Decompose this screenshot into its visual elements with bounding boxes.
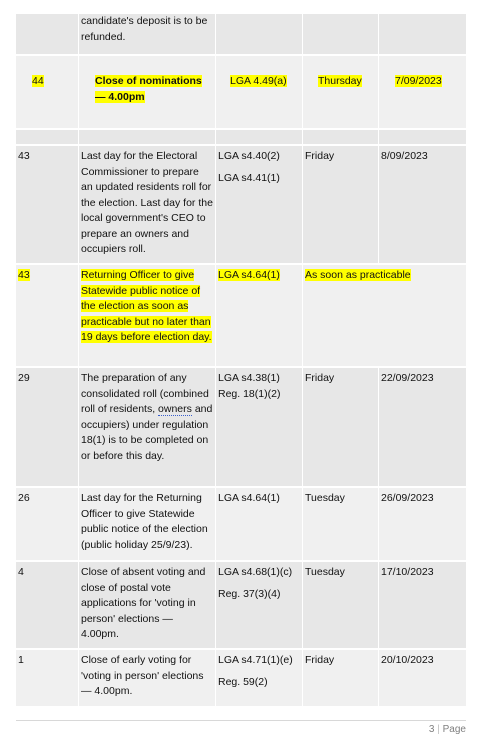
description-cell: The preparation of any consolidated roll (combined roll of residents, owners and occupiers) under regulation 18(1) is to be completed on or before this day. <box>78 368 215 486</box>
page-label: Page <box>442 724 466 735</box>
date-cell: 26/09/2023 <box>378 488 466 560</box>
table-row <box>16 488 466 562</box>
spacer-cell <box>302 130 378 144</box>
day-cell: Friday <box>302 650 378 706</box>
reference-cell: LGA 4.49(a) <box>215 56 302 128</box>
description-cell: Close of absent voting and close of postal vote applications for 'voting in person' elections — 4.00pm. <box>78 562 215 648</box>
date-cell <box>378 14 466 54</box>
page-number-value: 3 <box>428 724 435 735</box>
footer-rule <box>16 720 466 721</box>
description-cell: Close of early voting for 'voting in person' elections — 4.00pm. <box>78 650 215 706</box>
description-cell: Last day for the Electoral Commissioner to prepare an updated residents roll for the election. Last day for the local government's CEO to prepare an owners and occupiers roll. <box>78 146 215 263</box>
table-row <box>16 265 466 368</box>
table-row <box>16 56 466 130</box>
table-row <box>16 14 466 56</box>
reference-cell: LGA s4.40(2) LGA s4.41(1) <box>215 146 302 263</box>
days-cell: 4 <box>18 566 24 578</box>
days-cell: 43 <box>18 150 30 162</box>
table-row <box>16 146 466 265</box>
days-cell: 26 <box>18 492 30 504</box>
days-cell: 29 <box>18 372 30 384</box>
page-separator: | <box>437 724 440 735</box>
table-row <box>16 650 466 708</box>
day-cell: Tuesday <box>302 562 378 648</box>
description-cell: Close of nominations — 4.00pm <box>78 56 215 128</box>
reference-cell <box>215 14 302 54</box>
reference-cell: LGA s4.38(1) Reg. 18(1)(2) <box>215 368 302 486</box>
page-number <box>429 724 466 735</box>
spacer-cell <box>378 130 466 144</box>
description-cell: candidate's deposit is to be refunded. <box>78 14 215 54</box>
date-cell: 8/09/2023 <box>378 146 466 263</box>
reference-cell: LGA s4.64(1) <box>215 265 302 366</box>
day-cell: Tuesday <box>302 488 378 560</box>
spacer-cell <box>215 130 302 144</box>
date-cell: 17/10/2023 <box>378 562 466 648</box>
election-timetable <box>16 14 466 708</box>
reference-cell: LGA s4.68(1)(c) Reg. 37(3)(4) <box>215 562 302 648</box>
days-cell: 44 <box>32 75 44 87</box>
day-cell: Friday <box>302 368 378 486</box>
days-cell <box>16 14 78 54</box>
reference-cell: LGA s4.71(1)(e) Reg. 59(2) <box>215 650 302 706</box>
date-cell: 20/10/2023 <box>378 650 466 706</box>
table-row <box>16 368 466 488</box>
timing-cell: As soon as practicable <box>302 265 466 366</box>
date-cell: 22/09/2023 <box>378 368 466 486</box>
reference-cell: LGA s4.64(1) <box>215 488 302 560</box>
date-cell: 7/09/2023 <box>378 56 466 128</box>
spacer-cell <box>78 130 215 144</box>
days-cell: 43 <box>18 269 30 281</box>
description-cell: Returning Officer to give Statewide public notice of the election as soon as practicable but no later than 19 days before election day. <box>78 265 215 366</box>
day-cell: Friday <box>302 146 378 263</box>
description-cell: Last day for the Returning Officer to give Statewide public notice of the election (public holiday 25/9/23). <box>78 488 215 560</box>
table-row <box>16 562 466 650</box>
day-cell <box>302 14 378 54</box>
spacer-row <box>16 130 466 146</box>
day-cell: Thursday <box>302 56 378 128</box>
days-cell: 1 <box>18 654 24 666</box>
